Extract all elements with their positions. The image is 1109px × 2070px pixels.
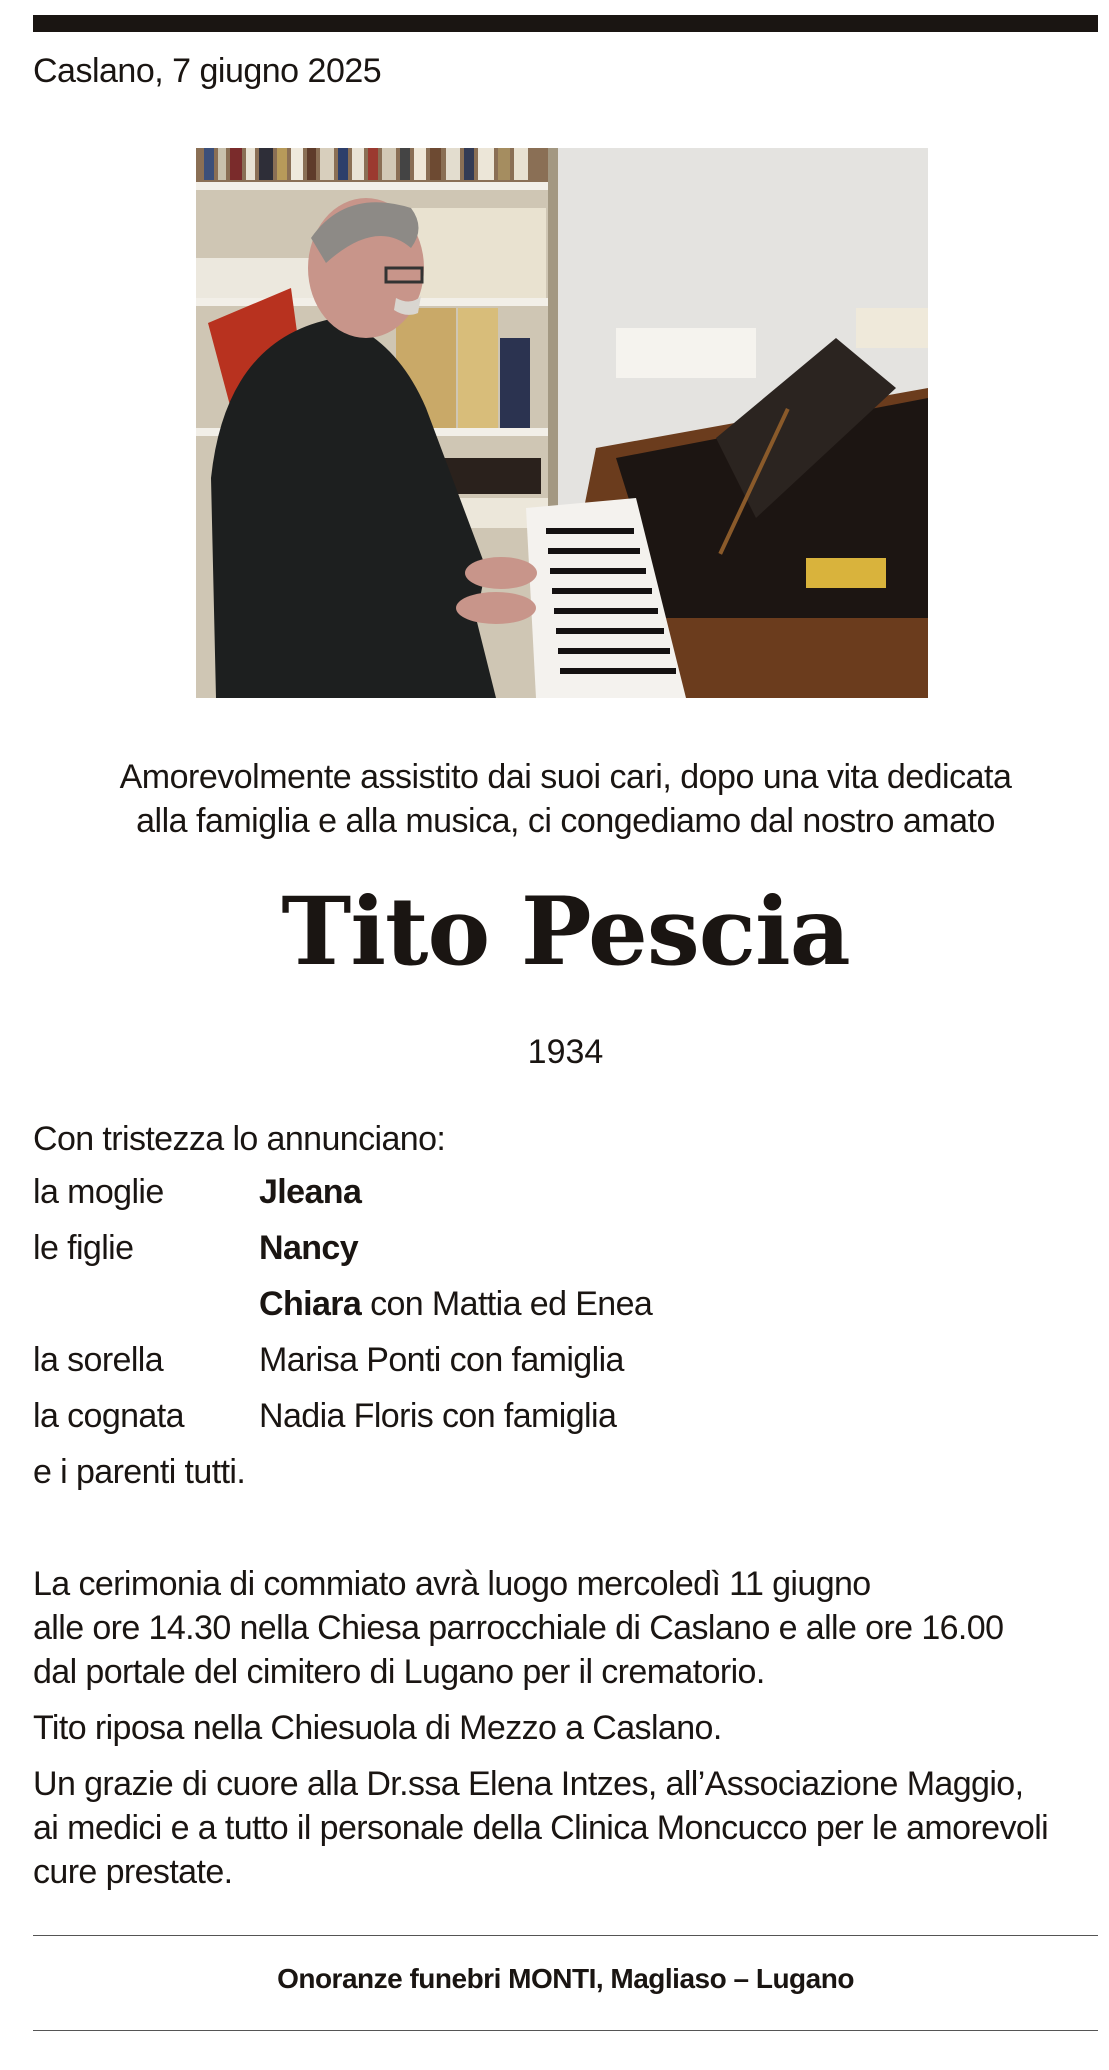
place-date: Caslano, 7 giugno 2025 xyxy=(33,52,382,90)
ceremony-line: dal portale del cimitero di Lugano per il crematorio. xyxy=(33,1653,765,1691)
member-extra: Marisa Ponti con famiglia xyxy=(259,1341,624,1379)
intro-text xyxy=(33,755,1098,843)
relation-label: le figlie xyxy=(33,1229,134,1267)
family-member xyxy=(259,1173,361,1212)
relation-label: la moglie xyxy=(33,1173,164,1211)
relation-label: la sorella xyxy=(33,1341,164,1379)
ceremony-paragraph xyxy=(33,1562,1098,1694)
family-member xyxy=(259,1285,652,1324)
footer-divider-top xyxy=(33,1935,1098,1936)
footer-divider-bottom xyxy=(33,2030,1098,2031)
intro-line: alla famiglia e alla musica, ci congediamo dal nostro amato xyxy=(136,802,995,840)
announcement-lead: Con tristezza lo annunciano: xyxy=(33,1120,446,1158)
family-row xyxy=(33,1285,1098,1341)
family-row xyxy=(33,1397,1098,1453)
thanks-line: Un grazie di cuore alla Dr.ssa Elena Intzes, all’Associazione Maggio, xyxy=(33,1765,1024,1803)
family-member xyxy=(259,1341,624,1380)
portrait-photo xyxy=(196,148,928,698)
relation-label: la cognata xyxy=(33,1397,184,1435)
family-member xyxy=(259,1229,358,1268)
deceased-name: Tito Pescia xyxy=(281,877,850,987)
ceremony-line: alle ore 14.30 nella Chiesa parrocchiale di Caslano e alle ore 16.00 xyxy=(33,1609,1004,1647)
rest-paragraph: Tito riposa nella Chiesuola di Mezzo a Caslano. xyxy=(33,1709,722,1747)
ceremony-line: La cerimonia di commiato avrà luogo mercoledì 11 giugno xyxy=(33,1565,871,1603)
announcement-closing: e i parenti tutti. xyxy=(33,1453,246,1491)
funeral-agency: Onoranze funebri MONTI, Magliaso – Lugano xyxy=(277,1963,854,1994)
family-row xyxy=(33,1341,1098,1397)
member-name: Nancy xyxy=(259,1229,359,1267)
top-rule xyxy=(33,15,1098,32)
family-row xyxy=(33,1229,1098,1285)
birth-year: 1934 xyxy=(527,1033,604,1071)
member-extra: con Mattia ed Enea xyxy=(361,1285,653,1323)
family-list xyxy=(33,1173,1098,1453)
family-member xyxy=(259,1397,616,1436)
thanks-line: ai medici e a tutto il personale della Clinica Moncucco per le amorevoli xyxy=(33,1809,1049,1847)
member-extra: Nadia Floris con famiglia xyxy=(259,1397,617,1435)
thanks-paragraph xyxy=(33,1762,1098,1894)
member-name: Chiara xyxy=(259,1285,362,1323)
family-row xyxy=(33,1173,1098,1229)
member-name: Jleana xyxy=(259,1173,362,1211)
intro-line: Amorevolmente assistito dai suoi cari, dopo una vita dedicata xyxy=(119,758,1012,796)
thanks-line: cure prestate. xyxy=(33,1853,233,1891)
